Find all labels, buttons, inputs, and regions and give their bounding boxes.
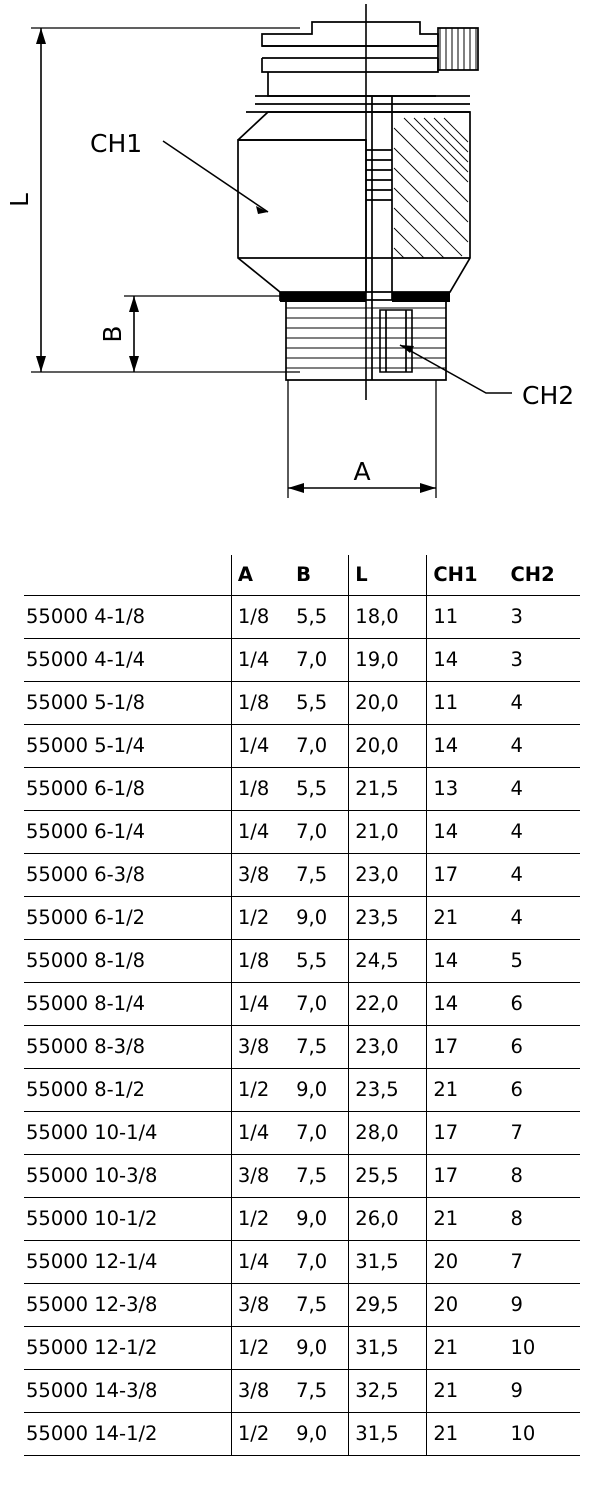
cell-a: 1/2 [231,1198,290,1241]
cell-a: 1/4 [231,1241,290,1284]
header-b: B [290,555,349,596]
cell-l: 23,5 [349,1069,427,1112]
cell-code: 55000 8-1/8 [26,949,146,972]
cell-code: 55000 12-1/2 [26,1336,158,1359]
cell-code: 55000 5-1/4 [26,734,146,757]
header-a: A [231,555,290,596]
table-row [24,1198,580,1241]
cell-a: 1/4 [231,811,290,854]
cell-b: 9,0 [296,1336,328,1359]
cell-code: 55000 12-1/4 [26,1250,158,1273]
header-ch1: CH1 [427,555,505,596]
cell-ch1: 20 [427,1241,505,1284]
cell-b: 5,5 [296,691,328,714]
cell-a: 1/2 [231,1327,290,1370]
table-header [24,555,580,596]
cell-ch2: 3 [510,648,523,671]
cell-a: 3/8 [231,1370,290,1413]
cell-ch2: 4 [510,734,523,757]
cell-l: 19,0 [349,639,427,682]
table-row [24,1026,580,1069]
header-code [24,555,231,596]
fitting-body [238,22,478,380]
cell-b: 5,5 [296,777,328,800]
table-row [24,854,580,897]
cell-b: 7,0 [296,820,328,843]
cell-ch1: 13 [427,768,505,811]
cell-ch2: 9 [510,1379,523,1402]
cell-a: 1/4 [231,639,290,682]
cell-l: 23,5 [349,897,427,940]
cell-ch2: 6 [510,992,523,1015]
cell-ch2: 8 [510,1207,523,1230]
cell-code: 55000 10-3/8 [26,1164,158,1187]
cell-l: 23,0 [349,854,427,897]
cell-l: 24,5 [349,940,427,983]
cell-code: 55000 5-1/8 [26,691,146,714]
label-l: L [5,193,34,207]
cell-code: 55000 4-1/8 [26,605,146,628]
cell-ch1: 14 [427,639,505,682]
cell-ch1: 17 [427,1026,505,1069]
cell-code: 55000 6-3/8 [26,863,146,886]
cell-b: 5,5 [296,949,328,972]
cell-a: 1/8 [231,596,290,639]
cell-code: 55000 10-1/4 [26,1121,158,1144]
cell-a: 1/2 [231,897,290,940]
table-row [24,768,580,811]
cell-ch2: 7 [510,1121,523,1144]
cell-ch1: 17 [427,1155,505,1198]
cell-b: 7,5 [296,1035,328,1058]
leader-ch2 [400,345,512,393]
technical-drawing [0,0,603,540]
cell-ch1: 17 [427,854,505,897]
cell-b: 7,5 [296,1164,328,1187]
cell-l: 26,0 [349,1198,427,1241]
cell-l: 29,5 [349,1284,427,1327]
cell-ch2: 4 [510,863,523,886]
cell-ch1: 14 [427,940,505,983]
table-row [24,1370,580,1413]
cell-ch2: 5 [510,949,523,972]
table-row [24,725,580,768]
table-row [24,983,580,1026]
cell-code: 55000 14-1/2 [26,1422,158,1445]
cell-ch1: 17 [427,1112,505,1155]
cell-b: 7,0 [296,648,328,671]
cell-l: 18,0 [349,596,427,639]
cell-b: 9,0 [296,906,328,929]
cell-a: 1/4 [231,1112,290,1155]
cell-l: 20,0 [349,725,427,768]
cell-ch2: 6 [510,1078,523,1101]
cell-ch2: 7 [510,1250,523,1273]
cell-l: 28,0 [349,1112,427,1155]
dimension-B [124,296,290,372]
label-a: A [353,457,371,486]
cell-b: 7,0 [296,992,328,1015]
cell-a: 1/8 [231,768,290,811]
cell-b: 7,0 [296,1121,328,1144]
cell-ch1: 14 [427,725,505,768]
cell-b: 7,5 [296,1293,328,1316]
cell-code: 55000 8-3/8 [26,1035,146,1058]
header-l: L [349,555,427,596]
table-header-row [24,555,580,596]
cell-ch2: 6 [510,1035,523,1058]
cell-code: 55000 14-3/8 [26,1379,158,1402]
leader-ch1 [163,141,268,214]
cell-a: 1/2 [231,1413,290,1456]
cell-l: 32,5 [349,1370,427,1413]
cell-b: 5,5 [296,605,328,628]
cell-b: 9,0 [296,1207,328,1230]
table-row [24,682,580,725]
cell-a: 1/8 [231,940,290,983]
cell-a: 1/8 [231,682,290,725]
cell-code: 55000 12-3/8 [26,1293,158,1316]
table-body [24,596,580,1456]
cell-b: 7,0 [296,1250,328,1273]
cell-ch2: 9 [510,1293,523,1316]
cell-ch2: 10 [510,1336,536,1359]
cell-l: 20,0 [349,682,427,725]
cell-ch1: 11 [427,682,505,725]
specification-table [24,555,580,1456]
label-ch2: CH2 [522,381,575,410]
cell-l: 31,5 [349,1327,427,1370]
dimension-L [31,28,300,372]
cell-ch1: 14 [427,983,505,1026]
cell-a: 1/2 [231,1069,290,1112]
table-row [24,811,580,854]
table-row [24,639,580,682]
label-b: B [98,325,127,343]
table-row [24,1241,580,1284]
table-row [24,1155,580,1198]
cell-l: 31,5 [349,1413,427,1456]
cell-ch1: 20 [427,1284,505,1327]
cell-code: 55000 10-1/2 [26,1207,158,1230]
cell-ch1: 14 [427,811,505,854]
cell-l: 21,5 [349,768,427,811]
cell-ch1: 21 [427,1413,505,1456]
cell-a: 1/4 [231,725,290,768]
cell-ch2: 4 [510,820,523,843]
cell-l: 22,0 [349,983,427,1026]
table-row [24,1112,580,1155]
cell-l: 21,0 [349,811,427,854]
label-ch1: CH1 [90,129,143,158]
cell-ch2: 4 [510,906,523,929]
cell-a: 1/4 [231,983,290,1026]
cell-code: 55000 6-1/4 [26,820,146,843]
cell-ch2: 4 [510,691,523,714]
cell-ch2: 8 [510,1164,523,1187]
cell-b: 7,0 [296,734,328,757]
table-row [24,897,580,940]
cell-code: 55000 8-1/2 [26,1078,146,1101]
header-ch2: CH2 [504,555,580,596]
cell-l: 23,0 [349,1026,427,1069]
cell-ch1: 21 [427,1327,505,1370]
cell-ch1: 21 [427,1370,505,1413]
cell-b: 9,0 [296,1422,328,1445]
cell-a: 3/8 [231,1026,290,1069]
cell-a: 3/8 [231,854,290,897]
cell-ch1: 21 [427,1198,505,1241]
cell-ch1: 21 [427,897,505,940]
cell-l: 31,5 [349,1241,427,1284]
cell-ch1: 21 [427,1069,505,1112]
cell-a: 3/8 [231,1155,290,1198]
cell-ch1: 11 [427,596,505,639]
table-row [24,1069,580,1112]
cell-ch2: 10 [510,1422,536,1445]
cell-code: 55000 6-1/2 [26,906,146,929]
cell-b: 7,5 [296,863,328,886]
cell-code: 55000 8-1/4 [26,992,146,1015]
cell-b: 9,0 [296,1078,328,1101]
table-row [24,1284,580,1327]
table-row [24,1327,580,1370]
cell-ch2: 4 [510,777,523,800]
cell-a: 3/8 [231,1284,290,1327]
cell-b: 7,5 [296,1379,328,1402]
cell-l: 25,5 [349,1155,427,1198]
table-row [24,596,580,639]
table-row [24,1413,580,1456]
table-row [24,940,580,983]
cell-code: 55000 6-1/8 [26,777,146,800]
cell-ch2: 3 [510,605,523,628]
cell-code: 55000 4-1/4 [26,648,146,671]
